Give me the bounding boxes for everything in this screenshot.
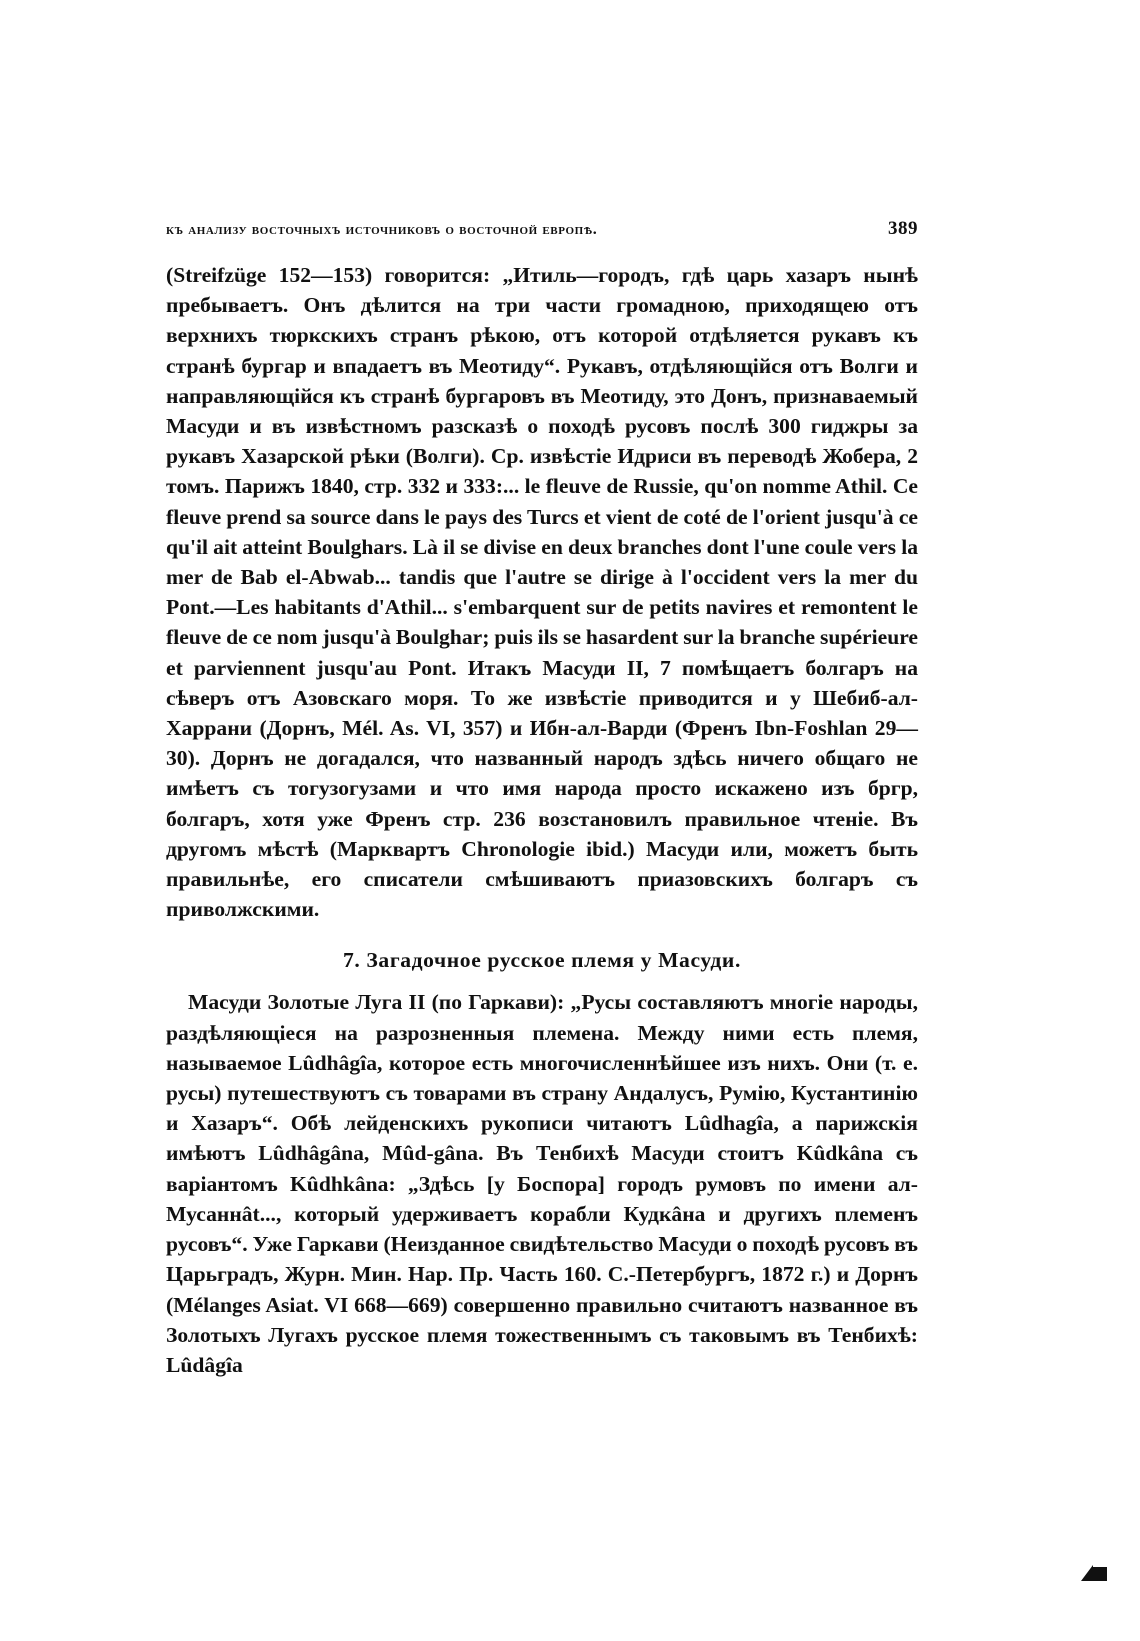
section-paragraph: Масуди Золотые Луга II (по Гаркави): „Русы составляютъ многіе народы, раздѣляющіеся на разрозненныя племена. Между ними есть племя, называемое Lûdhâgîa, которое есть многочисленнѣйшее изъ нихъ. Они (т. е. русы) путешествуютъ съ товарами въ страну Андалусъ, Румію, Кустантинію и Хазаръ“. Обѣ лейденскихъ рукописи читаютъ Lûdhagîa, а парижскія имѣютъ Lûdhâgâna, Mûd-gâna. Въ Тенбихѣ Масуди стоитъ Kûdkâna съ варіантомъ Kûdhkâna: „Здѣсь [у Боспора] городъ румовъ по имени ал-Мусаннât..., который удерживаетъ корабли Кудкâна и другихъ племенъ русовъ“. Уже Гаркави (Неизданное свидѣтельство Масуди о походѣ русовъ въ Царьградъ, Журн. Мин. Нар. Пр. Часть 160. С.-Петербургъ, 1872 г.) и Дорнъ (Mélanges Asiat. VI 668—669) совершенно правильно считаютъ названное въ Золотыхъ Лугахъ русское племя тожественнымъ съ таковымъ въ Тенбихѣ: Lûdâgîa: [166, 990, 918, 1377]
section-heading: 7. Загадочное русское племя у Масуди.: [343, 948, 741, 973]
page-number: 389: [888, 218, 918, 239]
page-corner-mark: [1081, 1565, 1093, 1581]
book-page: [166, 218, 918, 1380]
running-header: [166, 218, 918, 240]
body-paragraph: (Streifzüge 152—153) говорится: „Итиль—городъ, гдѣ царь хазаръ нынѣ пребываетъ. Онъ дѣлится на три части громадною, приходящею отъ верхнихъ тюркскихъ странъ рѣкою, отъ которой отдѣляется рукавъ къ странѣ бургар и впадаетъ въ Меотиду“. Рукавъ, отдѣляющійся отъ Волги и направляющійся къ странѣ бургаровъ въ Меотиду, это Донъ, признаваемый Масуди и въ извѣстномъ разсказѣ о походѣ русовъ послѣ 300 гиджры за рукавъ Хазарской рѣки (Волги). Ср. извѣстіе Идриси въ переводѣ Жобера, 2 томъ. Парижъ 1840, стр. 332 и 333:... le fleuve de Russie, qu'on nomme Athil. Ce fleuve prend sa source dans le pays des Turcs et vient de coté de l'orient jusqu'à ce qu'il ait atteint Boulghars. Là il se divise en deux branches dont l'une coule vers la mer de Bab el-Abwab... tandis que l'autre se dirige à l'occident vers la mer du Pont.—Les habitants d'Athil... s'embarquent sur de petits navires et remontent le fleuve de ce nom jusqu'à Boulghar; puis ils se hasardent sur la branche supérieure et parviennent jusqu'au Pont. Итакъ Масуди II, 7 помѣщаетъ болгаръ на сѣверъ отъ Азовскаго моря. То же извѣстіе приводится и у Шебиб-ал-Харрани (Дорнъ, Mél. As. VI, 357) и Ибн-ал-Варди (Френъ Ibn-Foshlan 29—30). Дорнъ не догадался, что названный народъ здѣсь ничего общаго не имѣетъ съ тогузогузами и что имя народа просто искажено изъ бргр, болгаръ, хотя уже Френъ стр. 236 возстановилъ правильное чтеніе. Въ другомъ мѣстѣ (Марквартъ Chronologie ibid.) Масуди или, можетъ быть правильнѣе, его списатели смѣшиваютъ приазовскихъ болгаръ съ приволжскими.: [166, 263, 918, 922]
running-title: къ анализу восточныхъ источниковъ о восточной европѣ.: [166, 221, 598, 238]
